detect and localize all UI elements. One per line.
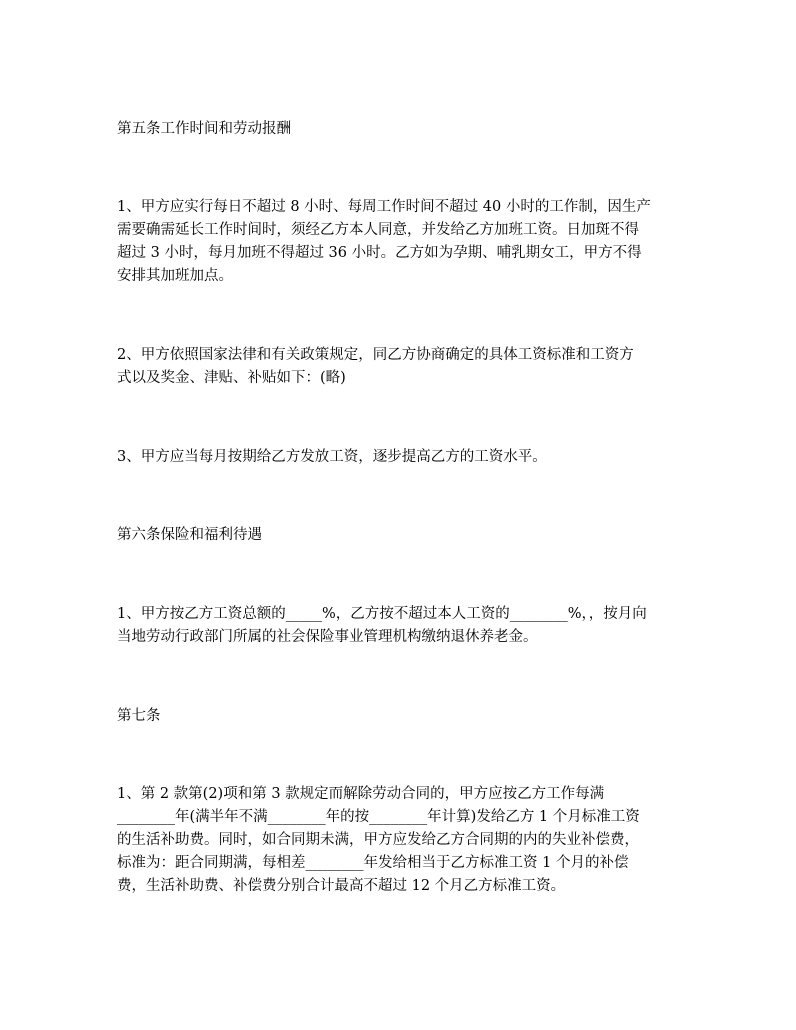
article5-item3-line1: 3、甲方应当每月按期给乙方发放工资，逐步提高乙方的工资水平。 xyxy=(117,449,547,465)
article6-item1-line1: 1、甲方按乙方工资总额的_____%，乙方按不超过本人工资的________%，，按月向 xyxy=(117,606,647,622)
article7-item1-line5: 费，生活补助费、补偿费分别合计最高不超过 12 个月乙方标准工资。 xyxy=(117,878,566,894)
article5-item1-line3: 超过 3 小时，每月加班不得超过 36 小时。乙方如为孕期、哺乳期女工，甲方不得 xyxy=(117,245,642,261)
article7-heading: 第七条 xyxy=(117,708,161,724)
article7-item1-line4: 标准为：距合同期满，每相差________年发给相当于乙方标准工资 1 个月的补偿 xyxy=(117,855,629,871)
article5-heading: 第五条工作时间和劳动报酬 xyxy=(117,121,291,137)
article5-item1-line2: 需要确需延长工作时间时，须经乙方本人同意，并发给乙方加班工资。日加斑不得 xyxy=(117,222,639,238)
article7-item1-line3: 的生活补助费。同时，如合同期未满，甲方应发给乙方合同期的内的失业补偿费， xyxy=(117,832,639,848)
article7-item1-line1: 1、第 2 款第(2)项和第 3 款规定而解除劳动合同的，甲方应按乙方工作每满 xyxy=(117,786,605,802)
article7-item1-line2: ________年(满半年不满________年的按________年计算)发给乙方 1 个月标准工资 xyxy=(117,809,640,825)
article5-item1-line1: 1、甲方应实行每日不超过 8 小时、每周工作时间不超过 40 小时的工作制，因生产 xyxy=(117,199,651,215)
article5-item2-line1: 2、甲方依照国家法律和有关政策规定，同乙方协商确定的具体工资标准和工资方 xyxy=(117,347,634,363)
article5-item2-line2: 式以及奖金、津贴、补贴如下：(略) xyxy=(117,370,346,386)
article5-item1-line4: 安排其加班加点。 xyxy=(117,268,233,284)
article6-heading: 第六条保险和福利待遇 xyxy=(117,527,262,543)
article6-item1-line2: 当地劳动行政部门所属的社会保险事业管理机构缴纳退休养老金。 xyxy=(117,629,538,645)
